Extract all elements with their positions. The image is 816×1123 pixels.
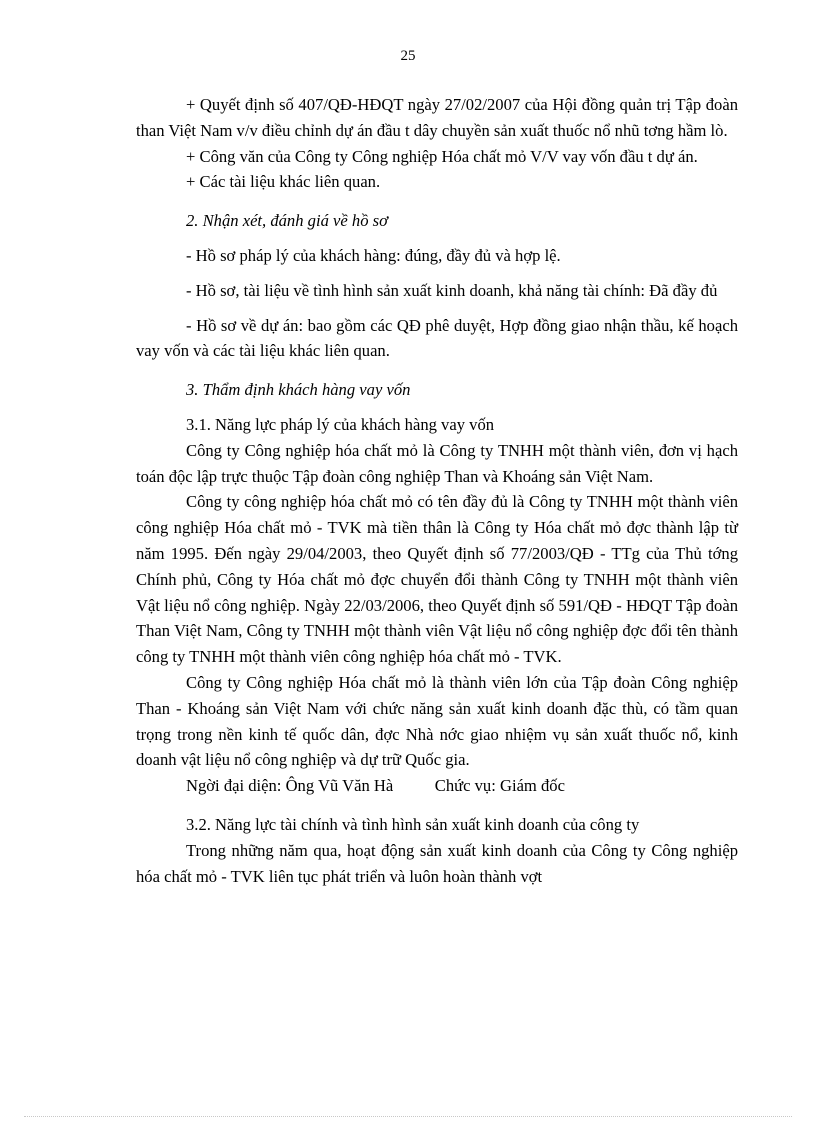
representative-title: Chức vụ: Giám đốc [434,776,565,796]
paragraph-decision-407: + Quyết định số 407/QĐ-HĐQT ngày 27/02/2007 của Hội đồng quản trị Tập đoàn than Việt Nam v/v điều chỉnh dự án đầu t dây chuyền sản xuất thuốc nổ nhũ tơng hầm lò. [136,95,738,140]
subsection-heading-3-2: 3.2. Năng lực tài chính và tình hình sản xuất kinh doanh của công ty [186,814,640,834]
paragraph-company-intro: Công ty Công nghiệp hóa chất mỏ là Công ty TNHH một thành viên, đơn vị hạch toán độc lập trực thuộc Tập đoàn công nghiệp Than và Khoáng sản Việt Nam. [136,440,738,486]
paragraph-company-history: Công ty công nghiệp hóa chất mỏ có tên đầy đủ là Công ty TNHH một thành viên công nghiệp Hóa chất mỏ - TVK mà tiền thân là Công ty Hóa chất mỏ đợc thành lập từ năm 1995. Đến ngày 29/04/2003, theo Quyết định số 77/2003/QĐ - TTg của Thủ tớng Chính phủ, Công ty Hóa chất mỏ đợc chuyển đổi thành Công ty TNHH một thành viên Vật liệu nổ công nghiệp. Ngày 22/03/2006, theo Quyết định số 591/QĐ - HĐQT Tập đoàn Than Việt Nam, Công ty TNHH một thành viên Vật liệu nổ công nghiệp đợc đổi tên thành công ty TNHH một thành viên công nghiệp hóa chất mỏ - TVK. [136,492,738,667]
representative-row [136,773,738,799]
paragraph-business-performance: Trong những năm qua, hoạt động sản xuất kinh doanh của Công ty Công nghiệp hóa chất mỏ - TVK liên tục phát triển và luôn hoàn thành vợt [136,840,738,886]
paragraph-loan-letter: + Công văn của Công ty Công nghiệp Hóa chất mỏ V/V vay vốn đầu t dự án. [186,146,698,166]
paragraph-legal-dossier: - Hồ sơ pháp lý của khách hàng: đúng, đầy đủ và hợp lệ. [186,245,561,265]
paragraph-financial-dossier: - Hồ sơ, tài liệu về tình hình sản xuất kinh doanh, khả năng tài chính: Đã đầy đủ [186,280,718,300]
page-number: 25 [400,48,416,64]
paragraph-other-docs: + Các tài liệu khác liên quan. [186,172,381,192]
representative-name: Ngời đại diện: Ông Vũ Văn Hà [186,776,394,796]
paragraph-company-role: Công ty Công nghiệp Hóa chất mỏ là thành viên lớn của Tập đoàn Công nghiệp Than - Khoáng sản Việt Nam với chức năng sản xuất kinh doanh đặc thù, có tầm quan trọng trong nền kinh tế quốc dân, đợc Nhà nớc giao nhiệm vụ sản xuất thuốc nổ, kinh doanh vật liệu nổ công nghiệp và dự trữ Quốc gia. [136,672,738,770]
section-heading-3: 3. Thẩm định khách hàng vay vốn [186,380,411,400]
document-body [136,92,738,889]
paragraph-project-dossier: - Hồ sơ về dự án: bao gồm các QĐ phê duyệt, Hợp đồng giao nhận thầu, kế hoạch vay vốn và các tài liệu khác liên quan. [136,315,738,361]
subsection-heading-3-1: 3.1. Năng lực pháp lý của khách hàng vay vốn [186,414,495,434]
section-heading-2: 2. Nhận xét, đánh giá về hồ sơ [186,211,388,231]
footer-divider [24,1116,792,1117]
